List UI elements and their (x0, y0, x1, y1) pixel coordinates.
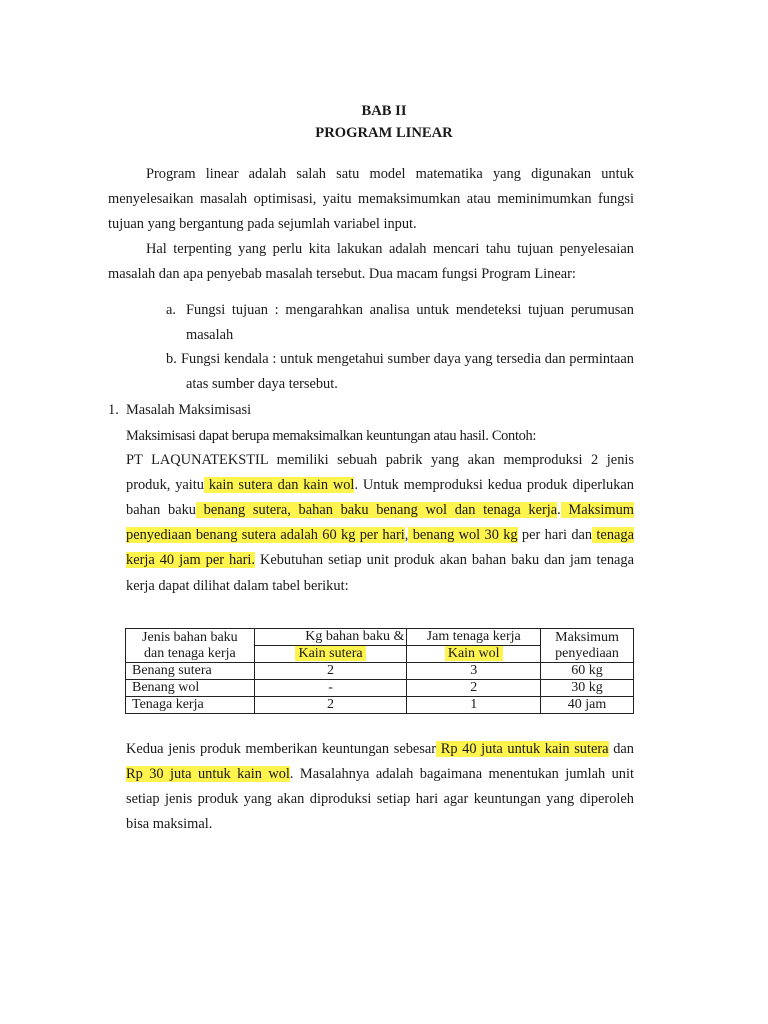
chapter-label: BAB II (361, 103, 407, 119)
header-max: Maksimum penyediaan (541, 629, 634, 663)
highlight-profit-wol: Rp 30 juta untuk kain wol (126, 766, 290, 782)
header-jam: Jam tenaga kerja (407, 629, 541, 646)
example-line5: kerja 40 jam per hari. Kebutuhan setiap unit produk akan bahan baku dan jam tenaga (126, 552, 635, 568)
highlight-maksimum: Maksimum (560, 502, 634, 518)
subheader-sutera: Kain sutera (254, 646, 407, 663)
chapter-title: PROGRAM LINEAR (315, 125, 453, 141)
example-line6: kerja dapat dilihat dalam tabel berikut: (126, 578, 349, 594)
subheader-wol: Kain wol (407, 646, 541, 663)
closing-line4: bisa maksimal. (126, 816, 213, 832)
highlight-tenaga: tenaga (592, 527, 634, 543)
function-a-line1: Fungsi tujuan : mengarahkan analisa untuk mendeteksi tujuan perumusan (186, 302, 634, 318)
intro-p2-line2: masalah dan apa penyebab masalah tersebut. Dua macam fungsi Program Linear: (108, 266, 576, 282)
intro-p1-line1: Program linear adalah salah satu model matematika yang digunakan untuk (146, 166, 634, 182)
intro-p1-line2: menyelesaikan masalah optimisasi, yaitu memaksimumkan atau meminimumkan fungsi (108, 191, 634, 207)
closing-line3: setiap jenis produk yang akan diproduksi setiap hari agar keuntungan yang diperoleh (126, 791, 634, 807)
example-line2: produk, yaitu kain sutera dan kain wol. Untuk memproduksi kedua produk diperlukan (126, 477, 634, 493)
highlight-products: kain sutera dan kain wol (203, 477, 355, 493)
closing-line2: Rp 30 juta untuk kain wol. Masalahnya adalah bagaimana menentukan jumlah unit (126, 766, 634, 782)
section1-heading: Masalah Maksimisasi (126, 402, 252, 418)
function-b-marker: b. (166, 351, 177, 367)
highlight-hours: kerja 40 jam per hari. (126, 552, 255, 568)
highlight-sutera-supply: penyediaan benang sutera adalah 60 kg per hari (126, 527, 405, 543)
table-row: Benang wol - 2 30 kg (126, 680, 634, 697)
table-header-row (126, 629, 634, 646)
function-a-line2: masalah (186, 327, 234, 343)
highlight-wol-supply: benang wol 30 kg (408, 527, 518, 543)
function-a-marker: a. (166, 302, 176, 318)
highlight-materials: benang sutera, bahan baku benang wol dan tenaga kerja (196, 502, 558, 518)
example-line3: bahan baku benang sutera, bahan baku benang wol dan tenaga kerja. Maksimum (126, 502, 634, 518)
intro-p2-line1: Hal terpenting yang perlu kita lakukan adalah mencari tahu tujuan penyelesaian (146, 241, 634, 257)
header-material: Jenis bahan baku dan tenaga kerja (126, 629, 255, 663)
requirements-table (125, 628, 634, 714)
function-b-line2: atas sumber daya tersebut. (186, 376, 338, 392)
table-row: Tenaga kerja 2 1 40 jam (126, 697, 634, 714)
highlight-profit-sutera: Rp 40 juta untuk kain sutera (436, 741, 609, 757)
header-kg: Kg bahan baku & (254, 629, 407, 646)
example-line1: PT LAQUNATEKSTIL memiliki sebuah pabrik yang akan memproduksi 2 jenis (126, 452, 634, 468)
section1-intro: Maksimisasi dapat berupa memaksimalkan keuntungan atau hasil. Contoh: (126, 428, 537, 444)
section1-marker: 1. (108, 402, 119, 418)
intro-p1-line3: tujuan yang bergantung pada sejumlah variabel input. (108, 216, 417, 232)
table-row: Benang sutera 2 3 60 kg (126, 663, 634, 680)
example-line4: penyediaan benang sutera adalah 60 kg per hari, benang wol 30 kg per hari dan tenaga (126, 527, 634, 543)
function-b-line1: Fungsi kendala : untuk mengetahui sumber daya yang tersedia dan permintaan (181, 351, 634, 367)
closing-line1: Kedua jenis produk memberikan keuntungan sebesar Rp 40 juta untuk kain sutera dan (126, 741, 634, 757)
